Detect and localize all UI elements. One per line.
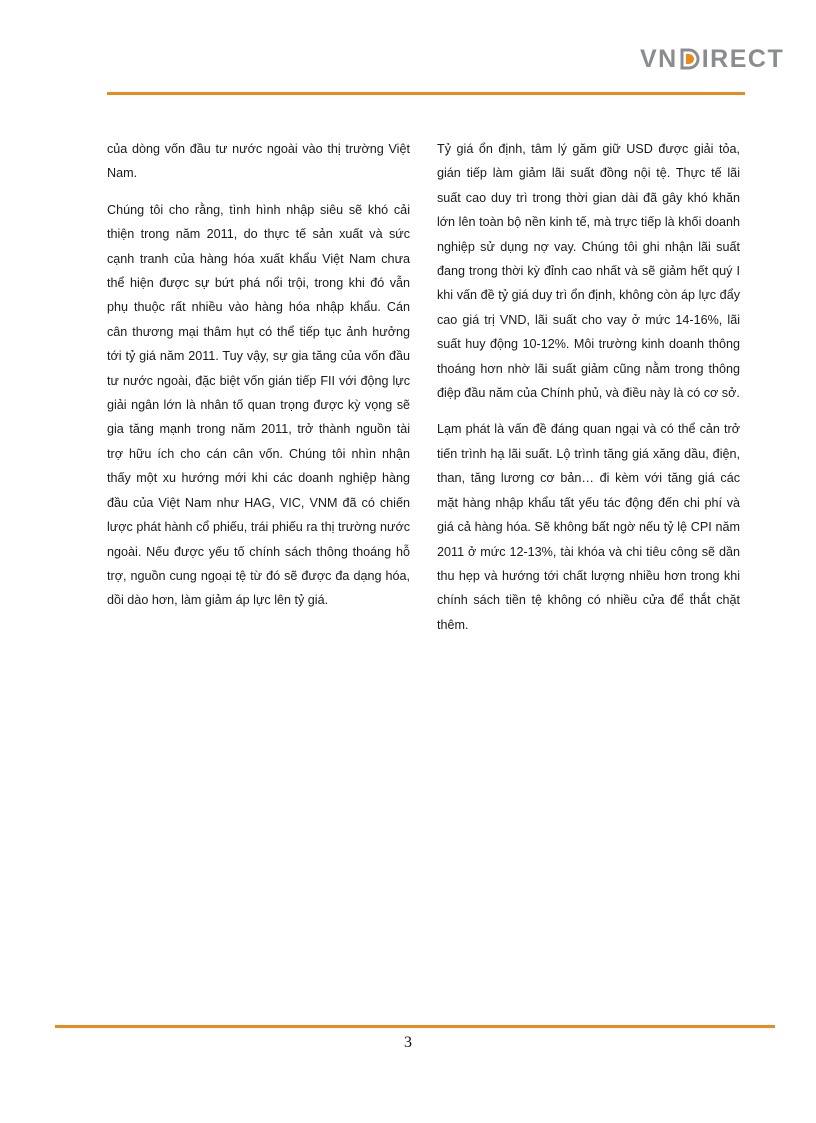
page-number: 3 [404, 1034, 412, 1051]
logo-d-mark-icon [679, 48, 701, 70]
vndirect-logo [640, 44, 786, 74]
paragraph: Lạm phát là vấn đề đáng quan ngại và có thể cản trở tiến trình hạ lãi suất. Lộ trình tăng giá xăng dầu, điện, than, tăng lương cơ bản… đi kèm với tăng giá các mặt hàng nhập khẩu tất yếu tác động đến chi phí và giá cả hàng hóa. Sẽ không bất ngờ nếu tỷ lệ CPI năm 2011 ở mức 12-13%, tài khóa và chi tiêu công sẽ dần thu hẹp và hướng tới chất lượng nhiều hơn trong khi chính sách tiền tệ không có nhiều cửa để thắt chặt thêm. [437, 422, 740, 632]
footer-divider [55, 1025, 775, 1028]
right-column [437, 137, 740, 649]
header-divider [107, 92, 745, 95]
left-column [107, 137, 410, 625]
logo-text-vn: VN [640, 44, 678, 73]
paragraph: Chúng tôi cho rằng, tình hình nhập siêu sẽ khó cải thiện trong năm 2011, do thực tế sản xuất và sức cạnh tranh của hàng hóa xuất khẩu Việt Nam chưa thể hiện được sự bứt phá nổi trội, trong khi đó vẫn phụ thuộc rất nhiều vào hàng hóa nhập khẩu. Cán cân thương mại thâm hụt có thể tiếp tục ảnh hưởng tới tỷ giá năm 2011. Tuy vậy, sự gia tăng của vốn đầu tư nước ngoài, đặc biệt vốn gián tiếp FII với động lực giải ngân lớn là nhân tố quan trọng được kỳ vọng sẽ gia tăng mạnh trong năm 2011, trở thành nguồn tài trợ hữu ích cho cán cân vốn. Chúng tôi nhìn nhận thấy một xu hướng mới khi các doanh nghiệp hàng đầu của Việt Nam như HAG, VIC, VNM đã có chiến lược phát hành cổ phiếu, trái phiếu ra thị trường nước ngoài. Nếu được yếu tố chính sách thông thoáng hỗ trợ, nguồn cung ngoại tệ từ đó sẽ được đa dạng hóa, dồi dào hơn, làm giảm áp lực lên tỷ giá. [107, 202, 410, 608]
paragraph: của dòng vốn đầu tư nước ngoài vào thị trường Việt Nam. [107, 142, 410, 181]
paragraph: Tỷ giá ổn định, tâm lý găm giữ USD được giải tỏa, gián tiếp làm giảm lãi suất đồng nội tệ. Thực tế lãi suất cao duy trì trong thời gian dài đã gây khó khăn lớn lên toàn bộ nền kinh tế, mà trực tiếp là khối doanh nghiệp sử dụng nợ vay. Chúng tôi ghi nhận lãi suất đang trong thời kỳ đỉnh cao nhất và sẽ giảm hết quý I khi vấn đề tỷ giá duy trì ổn định, không còn áp lực đẩy cao giá trị VND, lãi suất cho vay ở mức 14-16%, lãi suất huy động 10-12%. Môi trường kinh doanh thông thoáng hơn nhờ lãi suất giảm cũng nằm trong thông điệp đầu năm của Chính phủ, và điều này là có cơ sở. [437, 142, 740, 401]
logo-text-irect: IRECT [701, 44, 785, 73]
